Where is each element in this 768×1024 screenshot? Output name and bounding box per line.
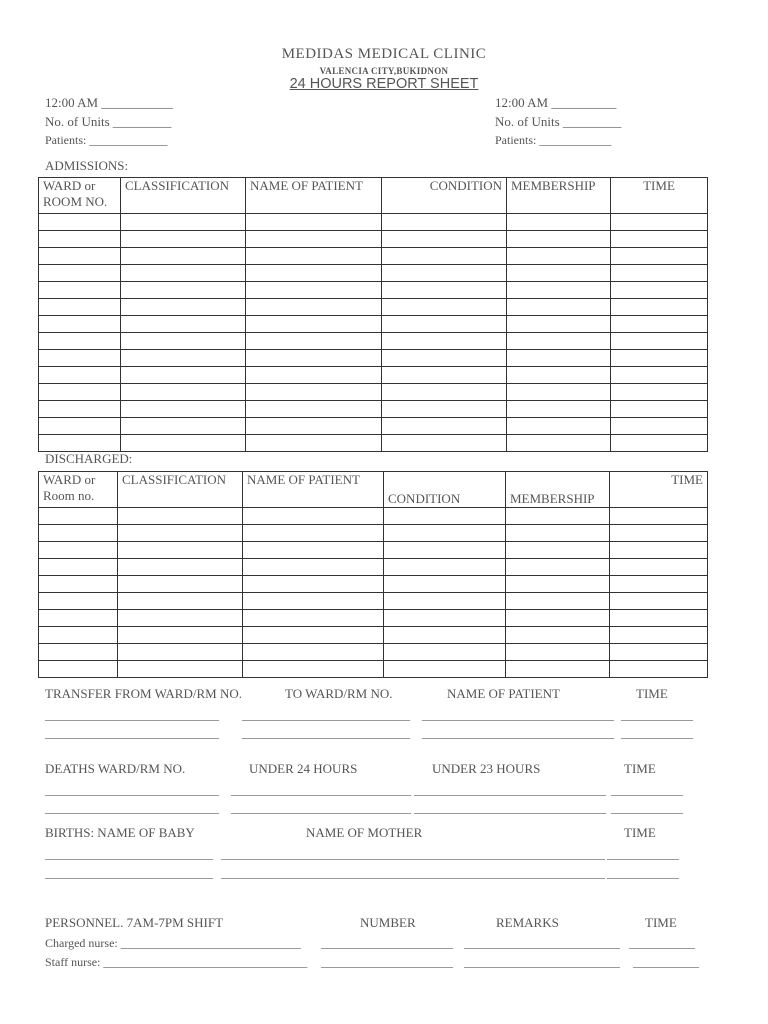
staff-number-line[interactable]: ______________________ xyxy=(321,955,453,969)
admissions-table-cell[interactable] xyxy=(611,401,708,418)
admissions-table-cell[interactable] xyxy=(611,350,708,367)
discharged-table-cell[interactable] xyxy=(384,542,506,559)
admissions-table-cell[interactable] xyxy=(382,282,507,299)
discharged-table-cell[interactable] xyxy=(384,576,506,593)
admissions-table-row xyxy=(39,316,708,333)
transfer-time-line-2[interactable]: ____________ xyxy=(621,726,693,740)
admissions-table-cell[interactable] xyxy=(611,367,708,384)
discharged-table-cell[interactable] xyxy=(39,593,118,610)
admissions-table-cell[interactable] xyxy=(382,265,507,282)
admissions-table-cell[interactable] xyxy=(611,231,708,248)
deaths-under24-line-1[interactable]: ______________________________ xyxy=(231,783,411,797)
transfer-col-to: TO WARD/RM NO. xyxy=(285,686,393,701)
discharged-table-cell[interactable] xyxy=(610,576,708,593)
admissions-table-row xyxy=(39,231,708,248)
admissions-table-cell[interactable] xyxy=(121,418,246,435)
discharged-label: DISCHARGED: xyxy=(45,451,133,466)
charged-time-line[interactable]: ___________ xyxy=(629,936,695,950)
discharged-table xyxy=(38,471,708,678)
admissions-table-cell[interactable] xyxy=(611,265,708,282)
discharged-col-classification: CLASSIFICATION xyxy=(118,472,243,508)
admissions-table-cell[interactable] xyxy=(246,384,382,401)
admissions-table-row xyxy=(39,265,708,282)
admissions-table-row xyxy=(39,299,708,316)
discharged-table-row xyxy=(39,576,708,593)
personnel-col-remarks: REMARKS xyxy=(496,915,559,930)
discharged-table-cell[interactable] xyxy=(118,644,243,661)
left-time-field[interactable]: 12:00 AM ___________ xyxy=(45,95,173,110)
admissions-col-classification: CLASSIFICATION xyxy=(121,178,246,214)
admissions-table-cell[interactable] xyxy=(246,231,382,248)
discharged-table-cell[interactable] xyxy=(243,508,384,525)
admissions-table-cell[interactable] xyxy=(507,316,611,333)
discharged-table-cell[interactable] xyxy=(506,661,610,678)
admissions-table-row xyxy=(39,384,708,401)
left-patients-field[interactable]: Patients: _____________ xyxy=(45,133,168,147)
births-col-mother: NAME OF MOTHER xyxy=(306,825,423,840)
clinic-location: VALENCIA CITY,BUKIDNON xyxy=(319,66,449,76)
discharged-table-cell[interactable] xyxy=(384,559,506,576)
discharged-table-cell[interactable] xyxy=(39,508,118,525)
staff-nurse-field[interactable]: Staff nurse: __________________________________ xyxy=(45,955,308,969)
discharged-table-cell[interactable] xyxy=(118,627,243,644)
discharged-table-cell[interactable] xyxy=(243,661,384,678)
discharged-table-cell[interactable] xyxy=(118,508,243,525)
right-units-field[interactable]: No. of Units _________ xyxy=(495,114,622,129)
discharged-table-cell[interactable] xyxy=(610,644,708,661)
discharged-table-cell[interactable] xyxy=(39,559,118,576)
admissions-table-cell[interactable] xyxy=(121,316,246,333)
discharged-table-cell[interactable] xyxy=(243,627,384,644)
personnel-col-shift: PERSONNEL. 7AM-7PM SHIFT xyxy=(45,915,224,930)
admissions-col-ward: WARD or ROOM NO. xyxy=(39,178,121,214)
discharged-col-ward: WARD or Room no. xyxy=(39,472,118,508)
admissions-table-cell[interactable] xyxy=(507,248,611,265)
admissions-table-cell[interactable] xyxy=(39,231,121,248)
discharged-table-cell[interactable] xyxy=(384,610,506,627)
charged-remarks-line[interactable]: __________________________ xyxy=(464,936,620,950)
admissions-table-cell[interactable] xyxy=(611,418,708,435)
discharged-table-cell[interactable] xyxy=(118,610,243,627)
admissions-table-cell[interactable] xyxy=(382,248,507,265)
discharged-table-cell[interactable] xyxy=(118,661,243,678)
discharged-table-cell[interactable] xyxy=(506,593,610,610)
admissions-table-cell[interactable] xyxy=(121,231,246,248)
admissions-table-cell[interactable] xyxy=(382,384,507,401)
admissions-table-cell[interactable] xyxy=(121,435,246,452)
admissions-table-cell[interactable] xyxy=(121,350,246,367)
transfer-to-line-2[interactable]: ____________________________ xyxy=(242,726,410,740)
births-baby-line-1[interactable]: ____________________________ xyxy=(45,847,213,861)
admissions-table-cell[interactable] xyxy=(507,265,611,282)
personnel-col-number: NUMBER xyxy=(360,915,416,930)
admissions-table-cell[interactable] xyxy=(121,282,246,299)
transfer-from-line-1[interactable]: _____________________________ xyxy=(45,708,219,722)
admissions-col-name: NAME OF PATIENT xyxy=(246,178,382,214)
births-col-time: TIME xyxy=(624,825,656,840)
admissions-table-cell[interactable] xyxy=(121,367,246,384)
right-time-field[interactable]: 12:00 AM __________ xyxy=(495,95,617,110)
admissions-header-row xyxy=(39,178,708,214)
admissions-table-row xyxy=(39,282,708,299)
discharged-table-cell[interactable] xyxy=(384,593,506,610)
admissions-table-cell[interactable] xyxy=(246,418,382,435)
admissions-col-membership: MEMBERSHIP xyxy=(507,178,611,214)
admissions-table-cell[interactable] xyxy=(611,384,708,401)
admissions-table-cell[interactable] xyxy=(507,435,611,452)
admissions-table-cell[interactable] xyxy=(507,350,611,367)
admissions-table-cell[interactable] xyxy=(39,282,121,299)
discharged-table-cell[interactable] xyxy=(384,661,506,678)
admissions-table-cell[interactable] xyxy=(39,299,121,316)
discharged-table-cell[interactable] xyxy=(610,559,708,576)
admissions-table-cell[interactable] xyxy=(39,316,121,333)
discharged-table-cell[interactable] xyxy=(243,525,384,542)
transfer-from-line-2[interactable]: _____________________________ xyxy=(45,726,219,740)
deaths-col-ward: DEATHS WARD/RM NO. xyxy=(45,761,186,776)
discharged-table-cell[interactable] xyxy=(243,610,384,627)
admissions-table-cell[interactable] xyxy=(39,384,121,401)
discharged-table-cell[interactable] xyxy=(39,661,118,678)
discharged-col-membership: MEMBERSHIP xyxy=(506,472,610,508)
admissions-table-cell[interactable] xyxy=(39,333,121,350)
discharged-table-cell[interactable] xyxy=(118,576,243,593)
discharged-table-cell[interactable] xyxy=(243,542,384,559)
deaths-ward-line-1[interactable]: _____________________________ xyxy=(45,783,219,797)
transfer-time-line-1[interactable]: ____________ xyxy=(621,708,693,722)
births-mother-line-1[interactable]: ________________________________________________________________ xyxy=(221,847,605,861)
admissions-table-cell[interactable] xyxy=(121,214,246,231)
discharged-table-cell[interactable] xyxy=(118,542,243,559)
admissions-table-cell[interactable] xyxy=(121,401,246,418)
discharged-table-cell[interactable] xyxy=(39,576,118,593)
admissions-table-cell[interactable] xyxy=(382,401,507,418)
admissions-table-row xyxy=(39,418,708,435)
admissions-table-cell[interactable] xyxy=(611,214,708,231)
admissions-table-cell[interactable] xyxy=(507,384,611,401)
discharged-table-cell[interactable] xyxy=(610,661,708,678)
discharged-table-row xyxy=(39,593,708,610)
admissions-table-cell[interactable] xyxy=(39,367,121,384)
clinic-name: MEDIDAS MEDICAL CLINIC xyxy=(281,46,487,62)
discharged-table-cell[interactable] xyxy=(506,576,610,593)
discharged-table-cell[interactable] xyxy=(506,644,610,661)
transfer-to-line-1[interactable]: ____________________________ xyxy=(242,708,410,722)
discharged-table-row xyxy=(39,525,708,542)
staff-remarks-line[interactable]: __________________________ xyxy=(464,955,620,969)
admissions-table-row xyxy=(39,248,708,265)
discharged-table-cell[interactable] xyxy=(39,627,118,644)
discharged-table-row xyxy=(39,627,708,644)
discharged-table-cell[interactable] xyxy=(610,627,708,644)
transfer-col-name: NAME OF PATIENT xyxy=(447,686,560,701)
admissions-table-cell[interactable] xyxy=(507,231,611,248)
discharged-table-cell[interactable] xyxy=(610,508,708,525)
discharged-table-cell[interactable] xyxy=(39,610,118,627)
admissions-table-cell[interactable] xyxy=(507,418,611,435)
admissions-table-cell[interactable] xyxy=(246,265,382,282)
discharged-table-cell[interactable] xyxy=(506,559,610,576)
transfer-col-from: TRANSFER FROM WARD/RM NO. xyxy=(45,686,242,701)
admissions-table-cell[interactable] xyxy=(611,316,708,333)
admissions-table-cell[interactable] xyxy=(507,282,611,299)
discharged-table-cell[interactable] xyxy=(506,525,610,542)
deaths-time-line-2[interactable]: ____________ xyxy=(611,801,683,815)
sheet-title: 24 HOURS REPORT SHEET xyxy=(289,76,479,92)
discharged-table-row xyxy=(39,559,708,576)
admissions-table-cell[interactable] xyxy=(611,299,708,316)
deaths-ward-line-2[interactable]: _____________________________ xyxy=(45,801,219,815)
admissions-table-cell[interactable] xyxy=(121,265,246,282)
admissions-table-cell[interactable] xyxy=(382,367,507,384)
deaths-col-time: TIME xyxy=(624,761,656,776)
discharged-table-cell[interactable] xyxy=(39,644,118,661)
admissions-table-cell[interactable] xyxy=(246,367,382,384)
admissions-table xyxy=(38,177,708,452)
admissions-table-cell[interactable] xyxy=(246,248,382,265)
admissions-table-cell[interactable] xyxy=(382,418,507,435)
discharged-table-cell[interactable] xyxy=(384,525,506,542)
admissions-table-cell[interactable] xyxy=(246,214,382,231)
admissions-table-cell[interactable] xyxy=(39,401,121,418)
charged-nurse-field[interactable]: Charged nurse: ______________________________ xyxy=(45,936,301,950)
discharged-table-cell[interactable] xyxy=(243,644,384,661)
discharged-header-row xyxy=(39,472,708,508)
births-mother-line-2[interactable]: ________________________________________________________________ xyxy=(221,866,605,880)
discharged-table-cell[interactable] xyxy=(506,542,610,559)
charged-number-line[interactable]: ______________________ xyxy=(321,936,453,950)
admissions-table-cell[interactable] xyxy=(507,367,611,384)
admissions-table-cell[interactable] xyxy=(121,248,246,265)
admissions-label: ADMISSIONS: xyxy=(45,158,129,173)
admissions-table-cell[interactable] xyxy=(507,401,611,418)
admissions-table-cell[interactable] xyxy=(382,435,507,452)
discharged-table-cell[interactable] xyxy=(384,627,506,644)
admissions-table-cell[interactable] xyxy=(39,350,121,367)
discharged-table-cell[interactable] xyxy=(610,610,708,627)
discharged-table-cell[interactable] xyxy=(39,542,118,559)
personnel-col-time: TIME xyxy=(645,915,677,930)
admissions-table-row xyxy=(39,214,708,231)
admissions-table-cell[interactable] xyxy=(39,214,121,231)
admissions-table-cell[interactable] xyxy=(611,248,708,265)
births-time-line-1[interactable]: ____________ xyxy=(607,847,679,861)
births-col-baby: BIRTHS: NAME OF BABY xyxy=(45,825,195,840)
discharged-table-cell[interactable] xyxy=(506,508,610,525)
admissions-table-cell[interactable] xyxy=(382,316,507,333)
admissions-table-row xyxy=(39,367,708,384)
admissions-table-cell[interactable] xyxy=(382,350,507,367)
discharged-table-cell[interactable] xyxy=(39,525,118,542)
admissions-table-cell[interactable] xyxy=(246,316,382,333)
discharged-table-cell[interactable] xyxy=(610,525,708,542)
discharged-table-cell[interactable] xyxy=(506,627,610,644)
admissions-table-row xyxy=(39,401,708,418)
deaths-col-under23: UNDER 23 HOURS xyxy=(432,761,541,776)
admissions-table-cell[interactable] xyxy=(611,435,708,452)
admissions-table-cell[interactable] xyxy=(507,214,611,231)
admissions-table-cell[interactable] xyxy=(611,282,708,299)
admissions-col-time: TIME xyxy=(611,178,708,214)
admissions-table-row xyxy=(39,333,708,350)
discharged-table-row xyxy=(39,508,708,525)
discharged-table-cell[interactable] xyxy=(610,593,708,610)
admissions-table-cell[interactable] xyxy=(507,299,611,316)
admissions-table-cell[interactable] xyxy=(121,384,246,401)
discharged-table-cell[interactable] xyxy=(243,576,384,593)
transfer-col-time: TIME xyxy=(636,686,668,701)
discharged-table-row xyxy=(39,661,708,678)
admissions-table-cell[interactable] xyxy=(246,299,382,316)
admissions-table-cell[interactable] xyxy=(246,333,382,350)
deaths-under23-line-1[interactable]: ________________________________ xyxy=(414,783,606,797)
discharged-col-condition: CONDITION xyxy=(384,472,506,508)
discharged-table-cell[interactable] xyxy=(610,542,708,559)
admissions-table-row xyxy=(39,350,708,367)
discharged-table-row xyxy=(39,610,708,627)
admissions-table-cell[interactable] xyxy=(382,299,507,316)
left-units-field[interactable]: No. of Units _________ xyxy=(45,114,172,129)
admissions-table-cell[interactable] xyxy=(39,435,121,452)
admissions-table-cell[interactable] xyxy=(121,333,246,350)
discharged-table-cell[interactable] xyxy=(243,593,384,610)
births-time-line-2[interactable]: ____________ xyxy=(607,866,679,880)
discharged-table-cell[interactable] xyxy=(118,593,243,610)
discharged-table-cell[interactable] xyxy=(118,559,243,576)
deaths-time-line-1[interactable]: ____________ xyxy=(611,783,683,797)
admissions-table-cell[interactable] xyxy=(246,435,382,452)
deaths-under24-line-2[interactable]: ______________________________ xyxy=(231,801,411,815)
right-patients-field[interactable]: Patients: ____________ xyxy=(495,133,612,147)
staff-time-line[interactable]: ___________ xyxy=(633,955,699,969)
discharged-table-cell[interactable] xyxy=(506,610,610,627)
discharged-table-row xyxy=(39,542,708,559)
admissions-table-cell[interactable] xyxy=(246,401,382,418)
admissions-table-cell[interactable] xyxy=(611,333,708,350)
admissions-table-cell[interactable] xyxy=(382,333,507,350)
admissions-table-cell[interactable] xyxy=(246,282,382,299)
deaths-col-under24: UNDER 24 HOURS xyxy=(249,761,358,776)
admissions-table-cell[interactable] xyxy=(39,248,121,265)
discharged-table-cell[interactable] xyxy=(243,559,384,576)
discharged-table-cell[interactable] xyxy=(384,644,506,661)
admissions-table-cell[interactable] xyxy=(382,214,507,231)
transfer-name-line-1[interactable]: ________________________________ xyxy=(422,708,614,722)
discharged-col-name: NAME OF PATIENT xyxy=(243,472,384,508)
admissions-col-condition: CONDITION xyxy=(382,178,507,214)
discharged-table-cell[interactable] xyxy=(118,525,243,542)
discharged-table-row xyxy=(39,644,708,661)
discharged-table-cell[interactable] xyxy=(384,508,506,525)
admissions-table-cell[interactable] xyxy=(39,418,121,435)
admissions-table-cell[interactable] xyxy=(39,265,121,282)
admissions-table-cell[interactable] xyxy=(121,299,246,316)
admissions-table-row xyxy=(39,435,708,452)
transfer-name-line-2[interactable]: ________________________________ xyxy=(422,726,614,740)
admissions-table-cell[interactable] xyxy=(246,350,382,367)
deaths-under23-line-2[interactable]: ________________________________ xyxy=(414,801,606,815)
admissions-table-cell[interactable] xyxy=(507,333,611,350)
births-baby-line-2[interactable]: ____________________________ xyxy=(45,866,213,880)
discharged-col-time: TIME xyxy=(610,472,708,508)
admissions-table-cell[interactable] xyxy=(382,231,507,248)
